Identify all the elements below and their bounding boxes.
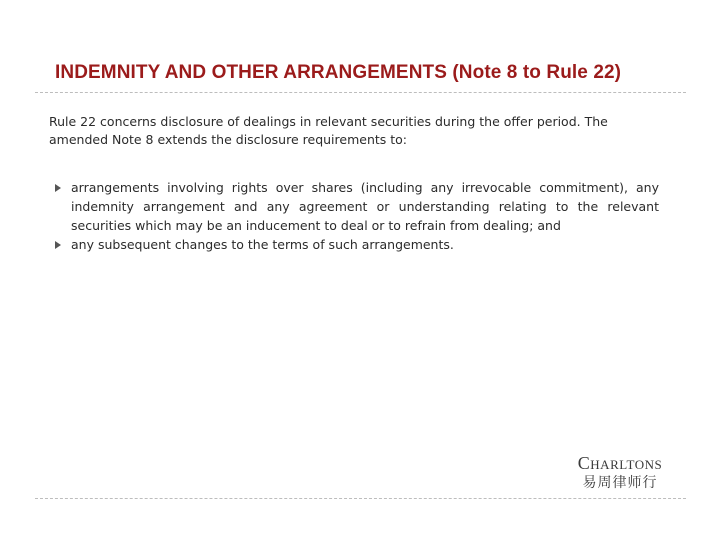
triangle-bullet-icon	[55, 184, 61, 192]
footer-divider	[35, 498, 686, 499]
intro-paragraph: Rule 22 concerns disclosure of dealings in relevant securities during the offer period. The amended Note 8 extends the disclosure requirements to:	[49, 114, 608, 147]
title-divider	[35, 92, 686, 93]
bullet-text: arrangements involving rights over shares (including any irrevocable commitment), any indemnity arrangement and any agreement or understanding relating to the relevant securities which may be an inducement to deal or to refrain from dealing; and	[71, 180, 659, 233]
bullet-list	[49, 178, 659, 254]
bullet-text: any subsequent changes to the terms of such arrangements.	[71, 237, 454, 252]
logo-english-name: Charltons	[577, 453, 663, 473]
triangle-bullet-icon	[55, 241, 61, 249]
list-item	[49, 178, 659, 235]
logo-chinese-name: 易周律师行	[582, 475, 658, 491]
list-item	[49, 235, 659, 254]
slide-title: INDEMNITY AND OTHER ARRANGEMENTS (Note 8 to Rule 22)	[55, 62, 622, 83]
charltons-logo	[556, 452, 684, 492]
